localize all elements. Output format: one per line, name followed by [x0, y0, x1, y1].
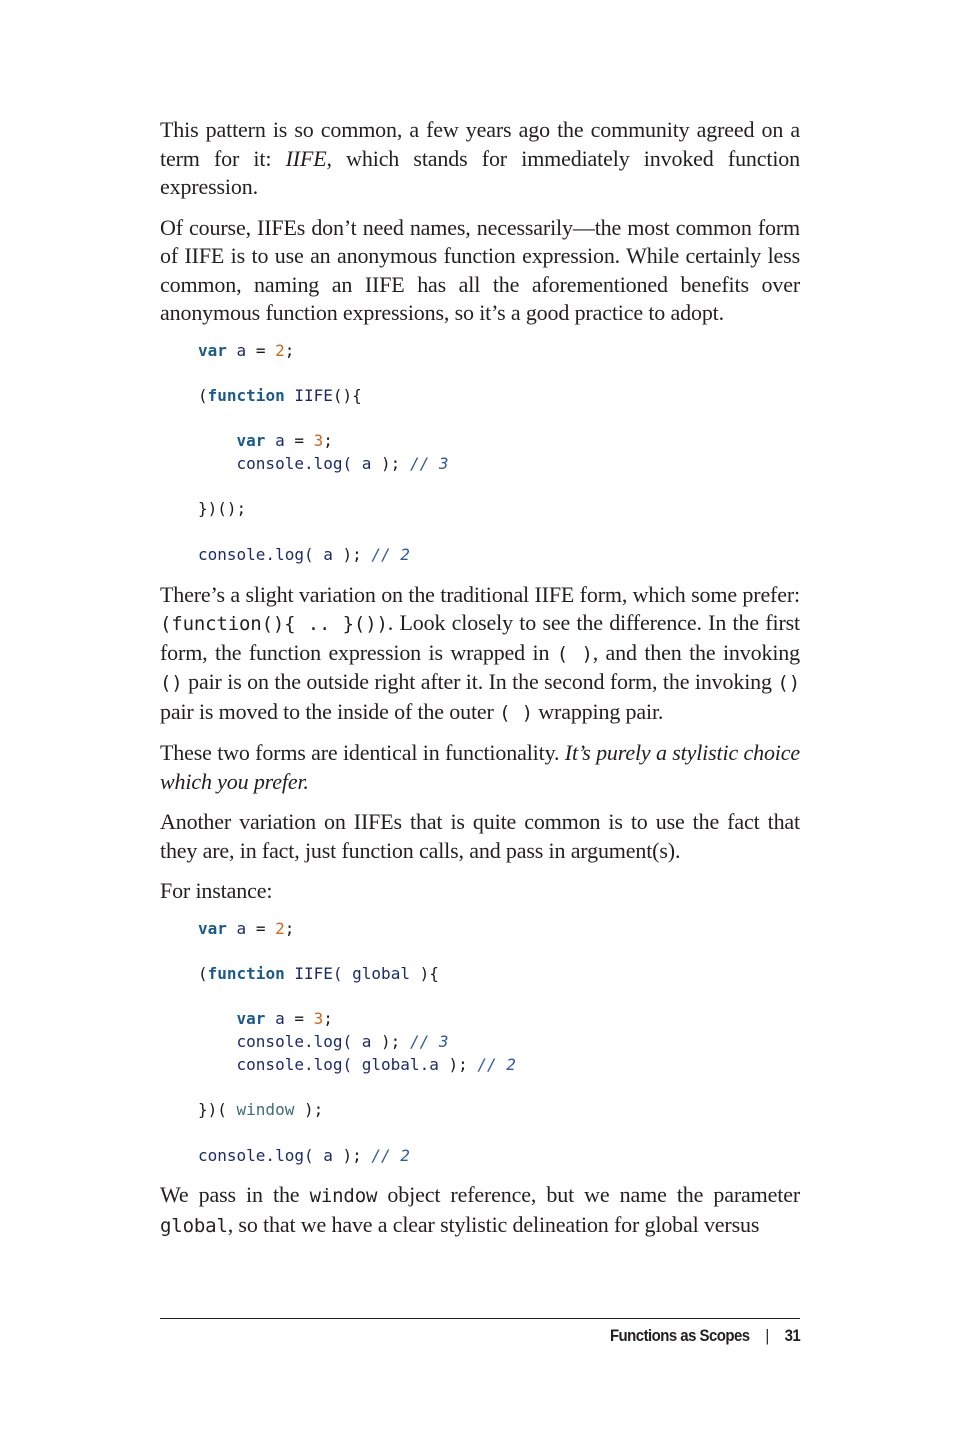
inline-code: ()	[777, 672, 800, 695]
paragraph-stylistic-choice: These two forms are identical in functionality. It’s purely a stylistic choice which you prefer.	[160, 740, 800, 794]
inline-code: ()	[160, 672, 183, 695]
inline-code: ( )	[556, 642, 593, 665]
code-block-iife-basic: var a = 2; (function IIFE(){ var a = 3; console.log( a ); // 3 })(); console.log( a ); // 2	[198, 340, 449, 564]
paragraph-window-global: We pass in the window object reference, but we name the parameter global, so that we have a clear stylistic delineation for global versus	[160, 1182, 800, 1237]
inline-code: ( )	[499, 701, 533, 724]
page-footer	[610, 1326, 800, 1346]
footer-section-title: Functions as Scopes	[609, 1326, 750, 1345]
paragraph-for-instance: For instance:	[160, 878, 273, 904]
paragraph-iife-definition: This pattern is so common, a few years ago the community agreed on a term for it: IIFE, which stands for immediately invoked function expression.	[160, 117, 801, 199]
inline-code: (function(){ .. }())	[160, 613, 388, 636]
code-block-iife-global: var a = 2; (function IIFE( global ){ var a = 3; console.log( a ); // 3 console.log( global.a ); // 2 })( window ); console.log( a ); // 2	[198, 918, 516, 1165]
iife-term: IIFE	[285, 145, 327, 171]
page-content	[160, 116, 800, 1252]
footer-divider	[160, 1318, 800, 1319]
emphasis-text: It’s purely a stylistic choice which you prefer.	[160, 740, 800, 794]
inline-code: global	[160, 1214, 228, 1237]
footer-separator: |	[765, 1326, 769, 1345]
paragraph-argument-variation: Another variation on IIFEs that is quite common is to use the fact that they are, in fact, just function calls, and pass in argument(s).	[160, 809, 800, 863]
inline-code: window	[309, 1185, 378, 1208]
page-number: 31	[784, 1326, 800, 1345]
paragraph-iife-variation: There’s a slight variation on the traditional IIFE form, which some prefer: (function(){ .. }()). Look closely to see the difference. In the first form, the function expression is wrapped in ( ), and then the invoking () pair is on the outside right after it. In the second form, the invoking () pair is moved to the inside of the outer ( ) wrapping pair.	[160, 581, 800, 724]
paragraph-anonymous-iife: Of course, IIFEs don’t need names, necessarily—the most common form of IIFE is to use an anonymous function expression. While certainly less common, naming an IIFE has all the aforementioned benefits over anonymous function expressions, so it’s a good practice to adopt.	[160, 214, 800, 325]
